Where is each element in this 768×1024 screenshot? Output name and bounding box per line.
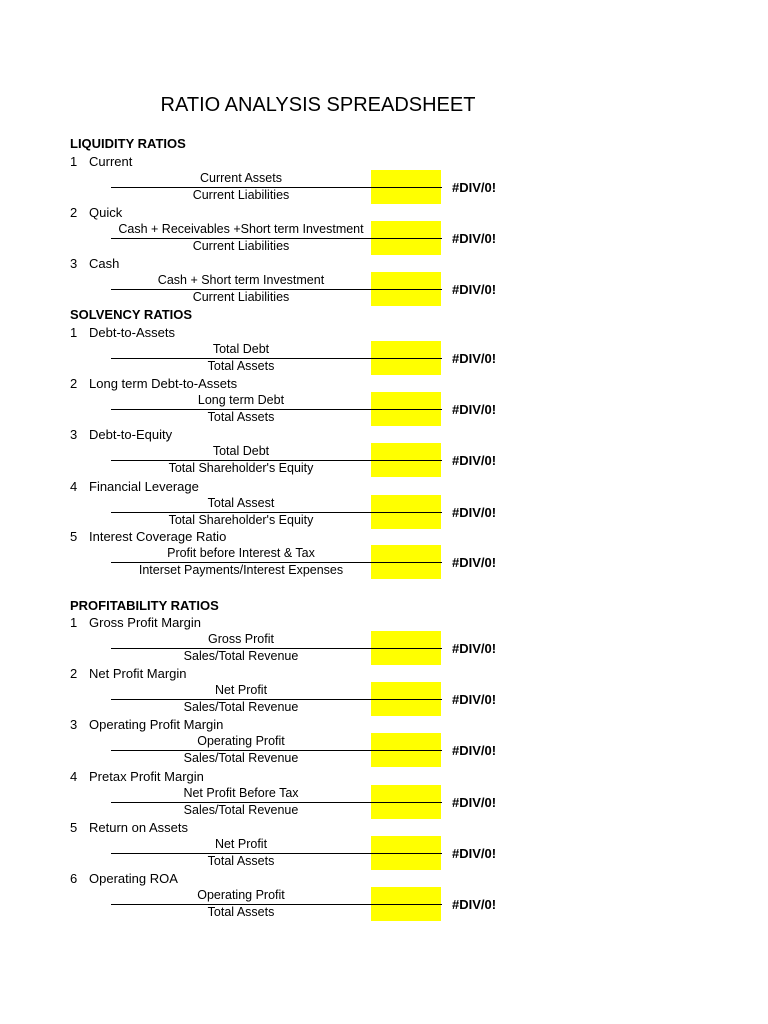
numerator-label: Operating Profit: [197, 888, 285, 902]
ratio-number: 2: [70, 666, 78, 681]
numerator-label: Current Assets: [200, 171, 282, 185]
denominator-label: Interset Payments/Interest Expenses: [138, 563, 344, 577]
ratio-name: Net Profit Margin: [89, 666, 187, 681]
ratio-result: #DIV/0!: [452, 555, 497, 570]
numerator-label: Profit before Interest & Tax: [167, 546, 315, 560]
ratio-result: #DIV/0!: [452, 692, 497, 707]
ratio-number: 1: [70, 615, 78, 630]
numerator-label: Total Debt: [212, 342, 270, 356]
ratio-name: Return on Assets: [89, 820, 188, 835]
ratio-result: #DIV/0!: [452, 641, 497, 656]
ratio-name: Cash: [89, 256, 120, 271]
ratio-number: 3: [70, 256, 78, 271]
numerator-label: Net Profit: [214, 683, 268, 697]
ratio-number: 5: [70, 529, 78, 544]
ratio-number: 1: [70, 325, 78, 340]
ratio-result: #DIV/0!: [452, 231, 497, 246]
page-title: RATIO ANALYSIS SPREADSHEET: [160, 94, 476, 116]
ratio-name: Long term Debt-to-Assets: [89, 376, 238, 391]
section-heading: SOLVENCY RATIOS: [70, 307, 193, 322]
denominator-label: Total Shareholder's Equity: [168, 461, 314, 475]
numerator-label: Total Debt: [212, 444, 270, 458]
denominator-label: Total Assets: [207, 410, 275, 424]
numerator-label: Gross Profit: [208, 632, 274, 646]
ratio-result: #DIV/0!: [452, 180, 497, 195]
ratio-number: 4: [70, 479, 78, 494]
ratio-name: Operating ROA: [89, 871, 178, 886]
numerator-label: Total Assest: [207, 496, 275, 510]
ratio-number: 4: [70, 769, 78, 784]
denominator-label: Sales/Total Revenue: [183, 803, 299, 817]
ratio-number: 6: [70, 871, 78, 886]
ratio-number: 1: [70, 154, 78, 169]
ratio-name: Financial Leverage: [89, 479, 199, 494]
section-heading: LIQUIDITY RATIOS: [70, 136, 186, 151]
numerator-label: Operating Profit: [197, 734, 285, 748]
numerator-label: Cash + Short term Investment: [157, 273, 325, 287]
ratio-number: 3: [70, 427, 78, 442]
ratio-number: 5: [70, 820, 78, 835]
ratio-result: #DIV/0!: [452, 402, 497, 417]
ratio-result: #DIV/0!: [452, 846, 497, 861]
ratio-name: Gross Profit Margin: [89, 615, 201, 630]
denominator-label: Current Liabilities: [192, 239, 290, 253]
denominator-label: Sales/Total Revenue: [183, 700, 299, 714]
ratio-result: #DIV/0!: [452, 351, 497, 366]
denominator-label: Total Assets: [207, 905, 275, 919]
numerator-label: Net Profit: [214, 837, 268, 851]
denominator-label: Current Liabilities: [192, 188, 290, 202]
denominator-label: Current Liabilities: [192, 290, 290, 304]
ratio-number: 2: [70, 376, 78, 391]
ratio-number: 3: [70, 717, 78, 732]
ratio-result: #DIV/0!: [452, 795, 497, 810]
denominator-label: Total Shareholder's Equity: [168, 513, 314, 527]
ratio-result: #DIV/0!: [452, 453, 497, 468]
ratio-name: Operating Profit Margin: [89, 717, 224, 732]
ratio-result: #DIV/0!: [452, 505, 497, 520]
ratio-result: #DIV/0!: [452, 282, 497, 297]
ratio-name: Quick: [89, 205, 123, 220]
numerator-label: Long term Debt: [197, 393, 285, 407]
ratio-result: #DIV/0!: [452, 897, 497, 912]
ratio-name: Debt-to-Assets: [89, 325, 175, 340]
numerator-label: Net Profit Before Tax: [183, 786, 299, 800]
ratio-name: Interest Coverage Ratio: [89, 529, 227, 544]
denominator-label: Total Assets: [207, 854, 275, 868]
ratio-result: #DIV/0!: [452, 743, 497, 758]
denominator-label: Total Assets: [207, 359, 275, 373]
denominator-label: Sales/Total Revenue: [183, 751, 299, 765]
ratio-number: 2: [70, 205, 78, 220]
ratio-name: Debt-to-Equity: [89, 427, 173, 442]
numerator-label: Cash + Receivables +Short term Investment: [118, 222, 364, 236]
ratio-name: Current: [89, 154, 133, 169]
section-heading: PROFITABILITY RATIOS: [70, 598, 219, 613]
ratio-name: Pretax Profit Margin: [89, 769, 204, 784]
denominator-label: Sales/Total Revenue: [183, 649, 299, 663]
